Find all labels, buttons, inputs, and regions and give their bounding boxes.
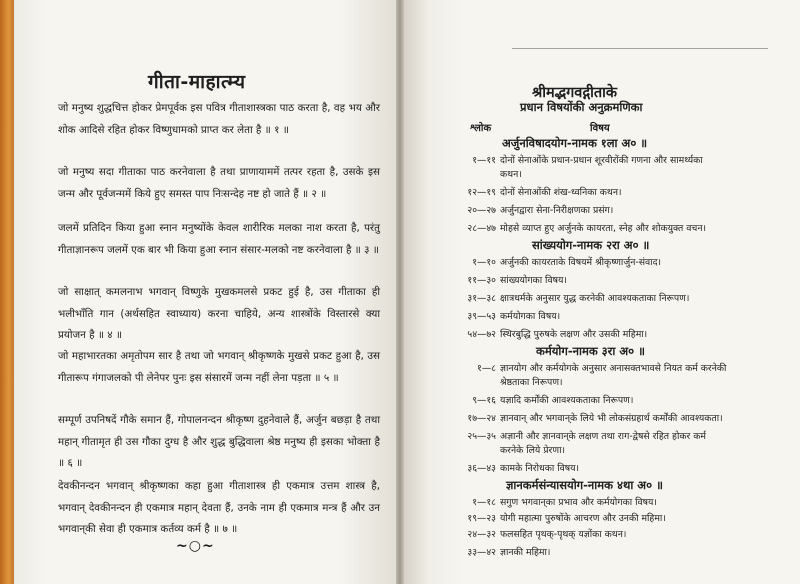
verse-paragraph: जो मनुष्य सदा गीताका पाठ करनेवाला है तथा प्राणायाममें तत्पर रहता है, उसके इस जन्म और पूर्वजन्ममें किये हुए समस्त पाप निःसन्देह नष्ट हो जाते हैं ॥ २ ॥ <box>58 166 380 200</box>
verse-range: १—८ <box>477 363 496 374</box>
topic-text: कथन। <box>500 169 522 180</box>
topic-text: करनेके लिये प्रेरणा। <box>500 445 566 456</box>
topic-text: कामके निरोधका विषय। <box>500 463 580 474</box>
topic-text: अज्ञानी और ज्ञानवान्‌के लक्षण तथा राग-द्वेषसे रहित होकर कर्म <box>500 431 706 442</box>
topic-text: यज्ञादि कर्मोंकी आवश्यकताका निरूपण। <box>500 395 634 406</box>
topic-text: क्षात्रधर्मके अनुसार युद्ध करनेकी आवश्यकताका निरूपण। <box>500 293 690 304</box>
verse-range: ३९—५३ <box>467 311 496 322</box>
topic-text: योगी महात्मा पुरुषोंके आचरण और उनकी महिमा। <box>500 513 666 524</box>
topic-text: ज्ञानकी महिमा। <box>500 547 551 558</box>
verse-range: २४—३२ <box>467 529 496 540</box>
column-header-vishay: विषय <box>590 123 610 134</box>
verse-range: १—१८ <box>472 497 496 508</box>
running-header-rule <box>512 36 768 49</box>
topic-text: अर्जुनकी कायरताके विषयमें श्रीकृष्णार्जुन-संवाद। <box>500 257 662 268</box>
topic-text: दोनों सेनाओंके प्रधान-प्रधान शूरवीरोंकी गणना और सामर्थ्यका <box>500 155 703 166</box>
topic-text: कर्मयोगका विषय। <box>500 311 561 322</box>
verse-range: ११—३० <box>467 275 496 286</box>
verse-range: ५४—७२ <box>467 329 496 340</box>
verse-range: २८—४७ <box>467 223 496 234</box>
topic-text: अर्जुनद्वारा सेना-निरीक्षणका प्रसंग। <box>500 205 614 216</box>
verse-paragraph: देवकीनन्दन भगवान् श्रीकृष्णका कहा हुआ गीताशास्त्र ही एकमात्र उत्तम शास्त्र है, भगवान् देवकीनन्दन ही एकमात्र महान् देवता हैं, उनके नाम ही एकमात्र मन्त्र हैं और उन भगवान्‌की सेवा ही एकमात्र कर्तव्य कर्म है ॥ ७ ॥ <box>58 480 380 535</box>
chapter-heading: अर्जुनविषादयोग-नामक १ला अ० ॥ <box>502 136 648 150</box>
book-gutter <box>396 0 404 584</box>
verse-range: ३३—४२ <box>467 547 496 558</box>
verse-range: २०—२७ <box>467 205 496 216</box>
index-subtitle: प्रधान विषयोंकी अनुक्रमणिका <box>520 100 643 114</box>
verse-range: ३६—४३ <box>467 463 496 474</box>
index-title: श्रीमद्भगवद्गीताके <box>532 85 617 101</box>
topic-text: मोहसे व्याप्त हुए अर्जुनके कायरता, स्नेह और शोकयुक्त वचन। <box>500 223 707 234</box>
verse-range: ३१—३८ <box>467 293 496 304</box>
end-ornament: ~○~ <box>176 538 215 554</box>
verse-range: १२—१९ <box>467 187 496 198</box>
chapter-heading: कर्मयोग-नामक ३रा अ० ॥ <box>536 344 646 358</box>
topic-text: सगुण भगवान्‌का प्रभाव और कर्मयोगका विषय। <box>500 497 657 508</box>
topic-text: फलसहित पृथक्-पृथक् यज्ञोंका कथन। <box>500 529 627 540</box>
verse-range: ९—१६ <box>472 395 496 406</box>
verse-range: १—१० <box>472 257 496 268</box>
chapter-heading: सांख्ययोग-नामक २रा अ० ॥ <box>532 238 650 252</box>
verse-range: १९—२३ <box>467 513 496 524</box>
topic-text: सांख्ययोगका विषय। <box>500 275 567 286</box>
verse-range: १—११ <box>472 155 496 166</box>
chapter-heading: ज्ञानकर्मसंन्यासयोग-नामक ४था अ० ॥ <box>506 478 663 492</box>
verse-paragraph: जलमें प्रतिदिन किया हुआ स्नान मनुष्योंके केवल शारीरिक मलका नाश करता है, परंतु गीताज्ञानरूप जलमें एक बार भी किया हुआ स्नान संसार-मलको नष्ट करनेवाला है ॥ ३ ॥ <box>58 222 380 256</box>
topic-text: ज्ञानवान् और भगवान्‌के लिये भी लोकसंग्रहार्थ कर्मोंकी आवश्यकता। <box>500 413 723 424</box>
verse-range: १७—२४ <box>467 413 496 424</box>
topic-text: दोनों सेनाओंकी शंख-ध्वनिका कथन। <box>500 187 622 198</box>
verse-range: २५—३५ <box>467 431 496 442</box>
page-title-left: गीता-माहात्म्य <box>148 71 246 93</box>
column-header-shloka: श्लोक <box>470 123 492 134</box>
book-edge <box>0 0 14 584</box>
topic-text: ज्ञानयोग और कर्मयोगके अनुसार अनासक्तभावसे नियत कर्म करनेकी <box>500 363 727 374</box>
topic-text: स्थिरबुद्धि पुरुषके लक्षण और उसकी महिमा। <box>500 329 648 340</box>
verse-paragraph: जो मनुष्य शुद्धचित्त होकर प्रेमपूर्वक इस पवित्र गीताशास्त्रका पाठ करता है, वह भय और शोक आदिसे रहित होकर विष्णुधामको प्राप्त कर लेता है ॥ १ ॥ <box>58 102 380 136</box>
verse-paragraph: जो साक्षात् कमलनाभ भगवान् विष्णुके मुखकमलसे प्रकट हुई है, उस गीताका ही भलीभाँति गान (अर्थसहित स्वाध्याय) करना चाहिये, अन्य शास्त्रोंके विस्तारसे क्या प्रयोजन है ॥ ४ ॥ <box>58 286 380 341</box>
topic-text: श्रेष्ठताका निरूपण। <box>500 377 563 388</box>
verse-paragraph: जो महाभारतका अमृतोपम सार है तथा जो भगवान् श्रीकृष्णके मुखसे प्रकट हुआ है, उस गीतारूप गंगाजलको पी लेनेपर पुनः इस संसारमें जन्म नहीं लेना पड़ता ॥ ५ ॥ <box>58 350 380 384</box>
verse-paragraph: सम्पूर्ण उपनिषदें गौके समान हैं, गोपालनन्दन श्रीकृष्ण दुहनेवाले हैं, अर्जुन बछड़ा है तथा महान् गीतामृत ही उस गौका दुग्ध है और शुद्ध बुद्धिवाला श्रेष्ठ मनुष्य ही इसका भोक्ता है ॥ ६ ॥ <box>58 414 380 469</box>
